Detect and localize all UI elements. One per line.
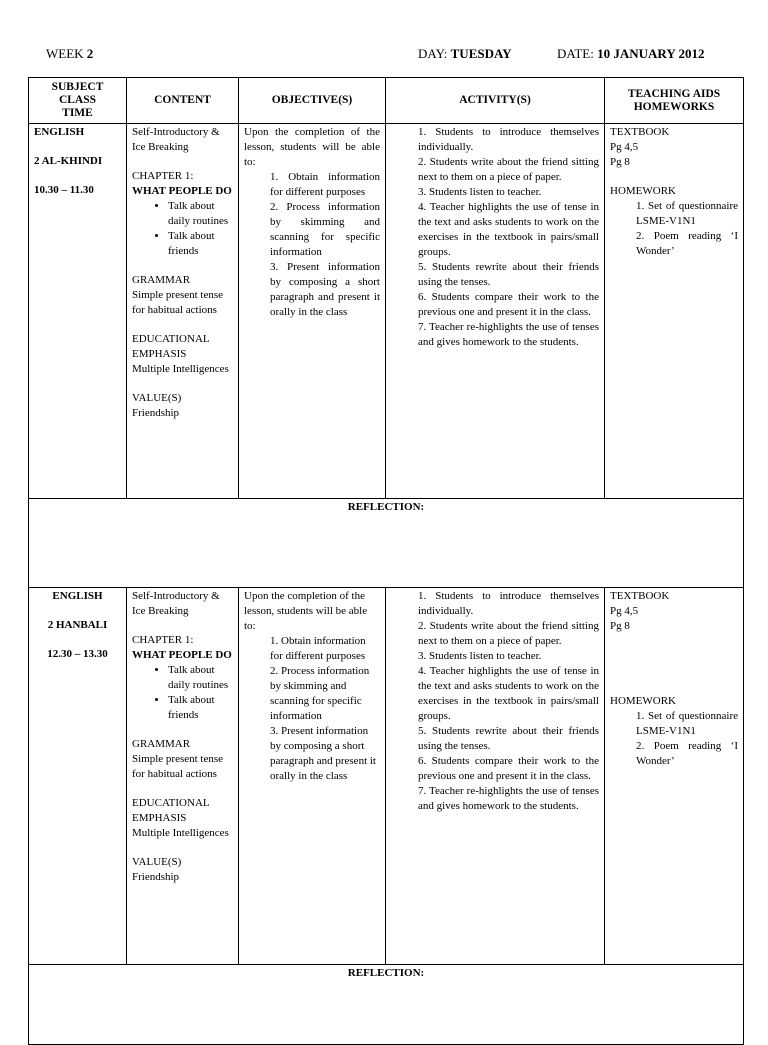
activity-item: 1. Students to introduce themselves individually. [418,126,599,153]
activity-item: 3. Students listen to teacher. [418,186,542,198]
lesson-row [29,124,744,499]
activity-cell [386,588,605,965]
textbook-page: Pg 4,5 [610,605,639,617]
homework-item: 2. Poem reading ‘I Wonder’ [636,230,738,257]
homework-label: HOMEWORK [610,185,676,197]
aids-cell [605,588,744,965]
activity-item: 1. Students to introduce themselves individually. [418,590,599,617]
activity-item: 7. Teacher re-highlights the use of tenses and gives homework to the students. [418,321,599,348]
objective-item: 3. Present information by composing a short paragraph and present it orally in the class [270,725,376,782]
grammar-text: Simple present tense for habitual actions [132,289,224,316]
objective-column-header: OBJECTIVE(S) [239,78,386,124]
week-value: 2 [86,46,94,61]
aids-column-header: TEACHING AIDS HOMEWORKS [605,78,744,124]
emphasis-text: Multiple Intelligences [132,827,229,839]
value-label: VALUE(S) [132,392,182,404]
objective-item: 1. Obtain information for different purposes [270,171,380,198]
objective-intro: Upon the completion of the lesson, students will be able to: [244,590,368,632]
textbook-page: Pg 4,5 [610,141,639,153]
textbook-label: TEXTBOOK [610,126,670,138]
content-topic: Self-Introductory & Ice Breaking [132,126,220,153]
chapter-title: WHAT PEOPLE DO [132,649,232,661]
grammar-label: GRAMMAR [132,274,191,286]
class-name: 2 HANBALI [47,619,108,631]
activity-item: 4. Teacher highlights the use of tense in the text and asks students to work on the exercises in the textbook in pairs/small groups. [418,201,599,258]
reflection-label: REFLECTION: [29,499,744,588]
activity-column-header: ACTIVITY(S) [386,78,605,124]
value-text: Friendship [132,407,180,419]
aids-cell [605,124,744,499]
class-name: 2 AL-KHINDI [34,155,103,167]
textbook-page: Pg 8 [610,620,630,632]
objective-item: 1. Obtain information for different purposes [270,635,366,662]
activity-item: 6. Students compare their work to the previous one and present it in the class. [418,291,599,318]
chapter-title: WHAT PEOPLE DO [132,185,232,197]
chapter-label: CHAPTER 1: [132,170,194,182]
homework-item: 1. Set of questionnaire LSME-V1N1 [636,710,738,737]
activity-item: 3. Students listen to teacher. [418,650,542,662]
activity-cell [386,124,605,499]
day-value: TUESDAY [450,46,512,61]
content-cell [127,124,239,499]
content-column-header: CONTENT [127,78,239,124]
homework-label: HOMEWORK [610,695,676,707]
homework-item: 1. Set of questionnaire LSME-V1N1 [636,200,738,227]
emphasis-label: EDUCATIONAL EMPHASIS [132,797,210,824]
activity-item: 5. Students rewrite about their friends using the tenses. [418,261,599,288]
textbook-label: TEXTBOOK [610,590,670,602]
chapter-label: CHAPTER 1: [132,634,194,646]
reflection-row [29,499,744,588]
content-topic: Self-Introductory & Ice Breaking [132,590,220,617]
lesson-plan-table [28,77,744,1045]
content-bullet: • Talk about daily routines [168,663,233,693]
emphasis-text: Multiple Intelligences [132,363,229,375]
activity-item: 7. Teacher re-highlights the use of tenses and gives homework to the students. [418,785,599,812]
lesson-time: 10.30 – 11.30 [34,184,94,196]
grammar-label: GRAMMAR [132,738,191,750]
header-row [29,78,744,124]
day-label: DAY: TUESDAY [418,46,512,61]
grammar-text: Simple present tense for habitual actions [132,753,224,780]
emphasis-label: EDUCATIONAL EMPHASIS [132,333,210,360]
objective-item: 3. Present information by composing a short paragraph and present it orally in the class [270,261,380,318]
value-text: Friendship [132,871,180,883]
textbook-page: Pg 8 [610,156,630,168]
week-label: WEEK 2 [46,46,94,61]
activity-item: 2. Students write about the friend sitting next to them on a piece of paper. [418,620,599,647]
subject-column-header: SUBJECT CLASS TIME [29,78,127,124]
objective-item: 2. Process information by skimming and scanning for specific information [270,665,370,722]
subject-cell [29,588,127,965]
activity-item: 2. Students write about the friend sitting next to them on a piece of paper. [418,156,599,183]
homework-item: 2. Poem reading ‘I Wonder’ [636,740,738,767]
value-label: VALUE(S) [132,856,182,868]
objective-item: 2. Process information by skimming and scanning for specific information [270,201,380,258]
objective-cell [239,124,386,499]
objective-intro: Upon the completion of the lesson, students will be able to: [244,126,380,168]
activity-item: 6. Students compare their work to the previous one and present it in the class. [418,755,599,782]
lesson-row [29,588,744,965]
reflection-row [29,965,744,1045]
content-bullet: • Talk about friends [168,693,233,723]
lesson-time: 12.30 – 13.30 [47,648,108,660]
activity-item: 4. Teacher highlights the use of tense in the text and asks students to work on the exercises in the textbook in pairs/small groups. [418,665,599,722]
date-label: DATE: 10 JANUARY 2012 [557,46,705,61]
activity-item: 5. Students rewrite about their friends using the tenses. [418,725,599,752]
subject-name: ENGLISH [34,126,85,138]
reflection-label: REFLECTION: [29,965,744,1045]
objective-cell [239,588,386,965]
date-value: 10 JANUARY 2012 [597,46,705,61]
subject-cell [29,124,127,499]
subject-name: ENGLISH [52,590,103,602]
content-bullet: • Talk about daily routines [168,199,233,229]
content-cell [127,588,239,965]
content-bullet: • Talk about friends [168,229,233,259]
